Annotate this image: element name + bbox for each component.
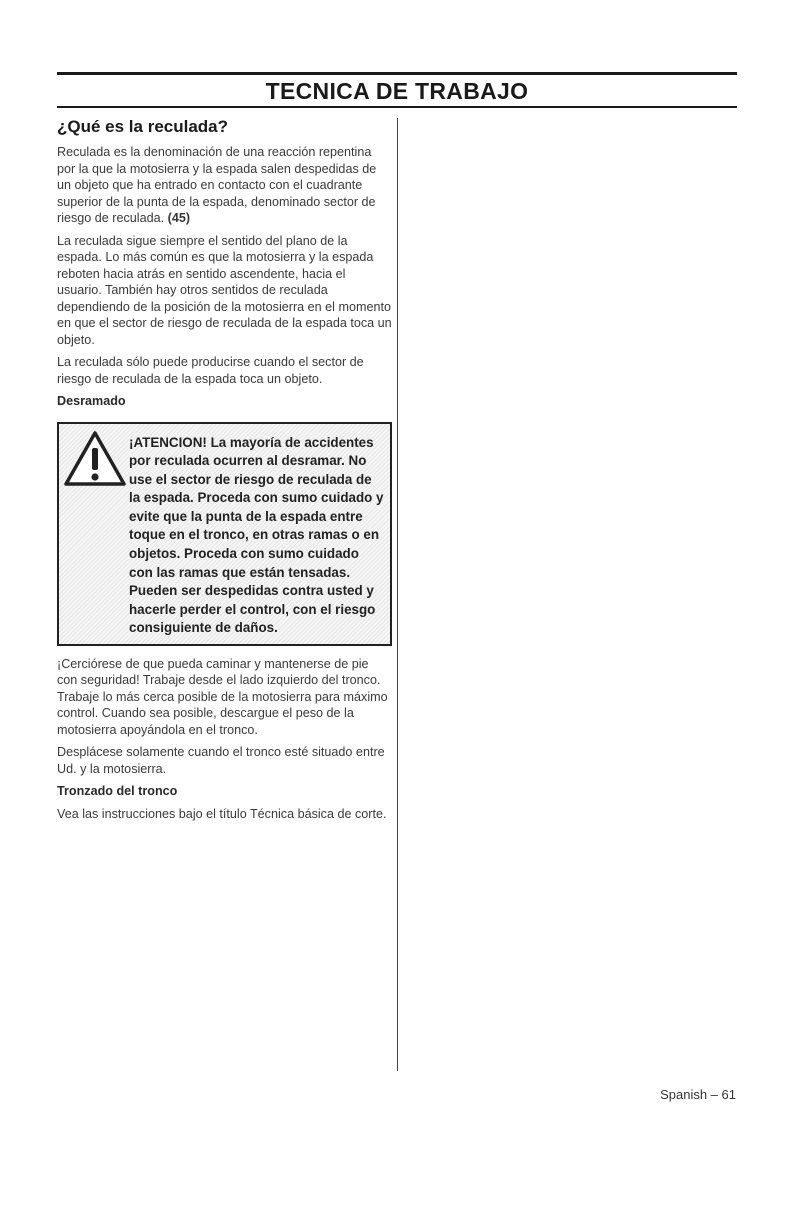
paragraph-desramado-move: Desplácese solamente cuando el tronco esté situado entre Ud. y la motosierra. — [57, 745, 385, 776]
paragraph-text: Reculada es la denominación de una reacción repentina por la que la motosierra y la espada salen despedidas de un objeto que ha entrado en contacto con el cuadrante superior de la punta de la espada, denominado sector de riesgo de reculada. — [57, 145, 377, 225]
paragraph-tronzado: Vea las instrucciones bajo el título Técnica básica de corte. — [57, 806, 387, 821]
warning-box — [57, 422, 392, 646]
subheading-tronzado: Tronzado del tronco — [57, 784, 178, 798]
paragraph-kickback-definition — [57, 144, 392, 227]
header-rule-bottom — [57, 106, 737, 108]
paragraph-kickback-direction: La reculada sigue siempre el sentido del plano de la espada. Lo más común es que la motosierra y la espada reboten hacia atrás en sentido ascendente, hacia el usuario. También hay otros sentidos de reculada dependiendo de la posición de la motosierra en el momento en que el sector de riesgo de reculada de la espada toca un objeto. — [57, 233, 392, 347]
section-heading: ¿Qué es la reculada? — [57, 117, 229, 136]
paragraph-desramado-safety: ¡Cerciórese de que pueda caminar y mantenerse de pie con seguridad! Trabaje desde el lado izquierdo del tronco. Trabaje lo más cerca posible de la motosierra para máximo control. Cuando sea posible, descargue el peso de la motosierra apoyándola en el tronco. — [57, 656, 388, 737]
subheading-desramado: Desramado — [57, 394, 126, 408]
paragraph-kickback-condition: La reculada sólo puede producirse cuando el sector de riesgo de reculada de la espada toca un objeto. — [57, 355, 364, 386]
page-title: TECNICA DE TRABAJO — [265, 78, 529, 104]
column-divider — [397, 118, 398, 1071]
page-footer-label: Spanish – 61 — [660, 1087, 736, 1102]
left-column — [57, 116, 392, 828]
figure-reference: (45) — [167, 211, 191, 225]
header-rule-top — [57, 72, 737, 75]
warning-text: ¡ATENCION! La mayoría de accidentes por reculada ocurren al desramar. No use el sector de riesgo de reculada de la espada. Proceda con sumo cuidado y evite que la punta de la espada entre toque en el tronco, en otras ramas o en objetos. Proceda con sumo cuidado con las ramas que están tensadas. Pueden ser despedidas contra usted y hacerle perder el control, con el riesgo consiguiente de daños. — [129, 434, 384, 636]
warning-triangle-icon — [63, 430, 127, 488]
